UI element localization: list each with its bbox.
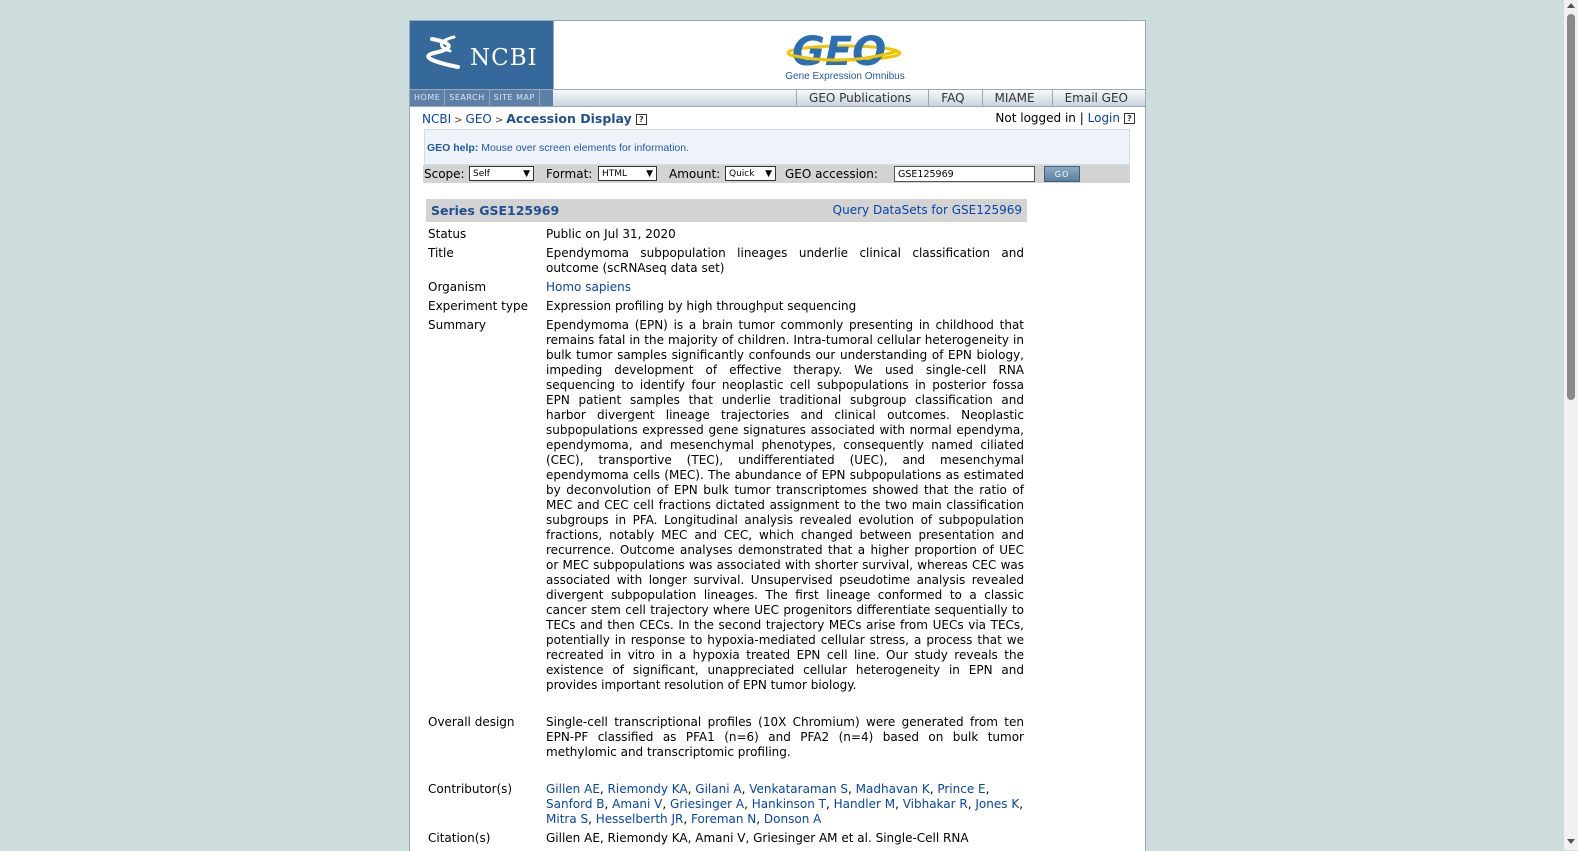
title-value: Ependymoma subpopulation lineages underlie clinical classification and outcome (scRNAseq data set) [546,246,1024,275]
login-status: Not logged in [995,111,1076,125]
amount-label: Amount: [669,167,721,181]
citation-key: Citation(s) [428,831,491,845]
contributors-list: Gillen AE, Riemondy KA, Gilani A, Venkataraman S, Madhavan K, Prince E, Sanford B, Amani V, Griesinger A, Hankinson T, Handler M, Vibhakar R, Jones K, Mitra S, Hesselberth JR, Foreman N, Donson A [546,782,1024,826]
breadcrumb-geo[interactable]: GEO [465,112,492,126]
contributor-link[interactable]: Venkataraman S [749,782,849,796]
contributor-link[interactable]: Hesselberth JR [595,812,684,826]
contributor-link[interactable]: Hankinson T [751,797,826,811]
organism-row [428,280,1026,295]
geo-page [409,20,1146,851]
contributor-link[interactable]: Donson A [763,812,822,826]
help-text: Mouse over screen elements for information. [478,142,690,154]
geo-nav [796,90,1145,106]
series-title: Series GSE125969 [431,203,560,218]
contributor-link[interactable]: Foreman N [690,812,757,826]
scope-label: Scope: [424,167,465,181]
experiment-type-row [428,299,1026,314]
help-question-icon[interactable]: ? [636,114,647,125]
overall-design-value: Single-cell transcriptional profiles (10X Chromium) were generated from ten EPN-PF classified as PFA1 (n=6) and PFA2 (n=4) based on bulk tumor methylomic and transcriptomic profiling. [546,715,1024,759]
status-row [428,227,1026,242]
nav-miame-link[interactable]: MIAME [982,90,1052,106]
contributors-row [428,782,1026,827]
help-label: GEO help: [427,142,479,154]
breadcrumb-separator: > [494,115,504,126]
contributor-link[interactable]: Madhavan K [855,782,930,796]
contributor-link[interactable]: Vibhakar R [902,797,968,811]
scope-select[interactable] [469,166,534,181]
go-button[interactable]: GO [1044,166,1080,182]
contributor-link[interactable]: Prince E [937,782,986,796]
nav-sitemap-link[interactable]: SITE MAP [490,90,540,106]
nav-email-geo-link[interactable]: Email GEO [1052,90,1145,106]
breadcrumb-separator: > [454,115,463,126]
format-select[interactable] [598,166,657,181]
svg-text:GEO: GEO [792,29,887,75]
amount-select[interactable] [725,166,776,181]
nav-faq-link[interactable]: FAQ [928,90,981,106]
scroll-down-arrow-icon[interactable] [1567,839,1575,844]
amount-value: Quick [729,169,755,179]
organism-key: Organism [428,280,487,294]
summary-key: Summary [428,318,486,332]
breadcrumb-ncbi[interactable]: NCBI [422,112,452,126]
login-help-question-icon[interactable]: ? [1124,113,1135,124]
login-divider: | [1079,111,1084,125]
citation-row [428,831,1026,846]
chevron-down-icon: ▼ [646,169,653,179]
chevron-down-icon: ▼ [765,169,772,179]
series-header [426,199,1027,222]
breadcrumb-current: Accession Display [506,111,632,126]
accession-label: GEO accession: [785,167,878,181]
contributor-link[interactable]: Handler M [833,797,896,811]
contributors-key: Contributor(s) [428,782,513,796]
contributor-link[interactable]: Mitra S [546,812,589,826]
contributor-link[interactable]: Amani V [612,797,663,811]
contributor-link[interactable]: Gillen AE [546,782,600,796]
format-label: Format: [546,167,593,181]
ncbi-nav [410,90,553,106]
nav-home-link[interactable]: HOME [410,90,445,106]
scroll-up-arrow-icon[interactable] [1567,3,1575,8]
nav-geo-publications-link[interactable]: GEO Publications [796,90,928,106]
title-key: Title [428,246,454,260]
query-datasets-link[interactable]: Query DataSets for GSE125969 [832,203,1022,217]
contributor-link[interactable]: Sanford B [546,797,605,811]
geo-subtitle: Gene Expression Omnibus [785,71,905,82]
contributor-link[interactable]: Gilani A [695,782,742,796]
ncbi-logo[interactable] [410,21,554,89]
citation-value: Gillen AE, Riemondy KA, Amani V, Griesinger AM et al. Single-Cell RNA [546,831,969,845]
geo-help-box [424,129,1130,165]
accession-form [423,165,1130,183]
title-row [428,246,1026,276]
chevron-down-icon: ▼ [523,169,530,179]
site-header [410,21,1145,90]
nav-search-link[interactable]: SEARCH [445,90,489,106]
summary-value: Ependymoma (EPN) is a brain tumor commonly presenting in childhood that remains fatal in the majority of children. Intra-tumoral cellular heterogeneity in bulk tumor samples significantly confounds our understanding of EPN biology, impeding development of effective therapy. We used single-cell RNA sequencing to identify four neoplastic cell subpopulations in posterior fossa EPN patient samples that underlie traditional subgroup classification and harbor divergent lineage trajectories and clinical outcomes. Neoplastic subpopulations expressed gene signatures associated with normal ependyma, ependymoma, and mesenchymal phenotypes, consequently named ciliated (CEC), transportive (TEC), undifferentiated (UEC), and mesenchymal ependymoma cells (MEC). The abundance of EPN subpopulations as estimated by deconvolution of EPN bulk tumor transcriptomes showed that the ratio of MEC and CEC cell fractions dictated assignment to the two main classification subgroups in PFA. Longitudinal analysis revealed evolution of subpopulation fractions, notably MEC and CEC, which changed between presentation and recurrence. Outcome analyses demonstrated that a higher proportion of UEC or MEC subpopulations was associated with shorter survival, whereas CEC was associated with longer survival. Unsupervised pseudotime analysis revealed divergent subpopulation lineages. The first lineage conformed to a classic cancer stem cell trajectory where UEC progenitors differentiate sequentially to TECs and then CECs. In the second trajectory MECs arise from UECs via TECs, potentially in response to hypoxia-mediated cellular stress, a process that we recreated in vitro in a hypoxia treated EPN cell line. Our study reveals the existence of significant, unappreciated cellular heterogeneity in EPN and provides important resolution of EPN tumor biology. [546,318,1024,692]
login-link[interactable]: Login [1087,111,1120,125]
dna-helix-icon [424,33,464,75]
accession-input[interactable]: GSE125969 [894,166,1035,182]
overall-design-row [428,715,1026,760]
experiment-type-value: Expression profiling by high throughput sequencing [546,299,857,313]
status-key: Status [428,227,467,241]
series-details [428,225,1026,846]
contributor-link[interactable]: Jones K [975,797,1020,811]
contributor-link[interactable]: Griesinger A [670,797,745,811]
format-value: HTML [602,169,628,179]
organism-link[interactable]: Homo sapiens [546,280,632,294]
scrollbar-thumb[interactable] [1567,14,1575,400]
summary-row [428,318,1026,693]
scope-value: Self [473,169,490,179]
ncbi-label: NCBI [470,45,538,71]
vertical-scrollbar[interactable] [1564,0,1578,850]
breadcrumb [410,107,1145,129]
experiment-type-key: Experiment type [428,299,528,313]
overall-design-key: Overall design [428,715,515,729]
status-value: Public on Jul 31, 2020 [546,227,676,241]
contributor-link[interactable]: Riemondy KA [607,782,688,796]
nav-bar [410,90,1145,107]
